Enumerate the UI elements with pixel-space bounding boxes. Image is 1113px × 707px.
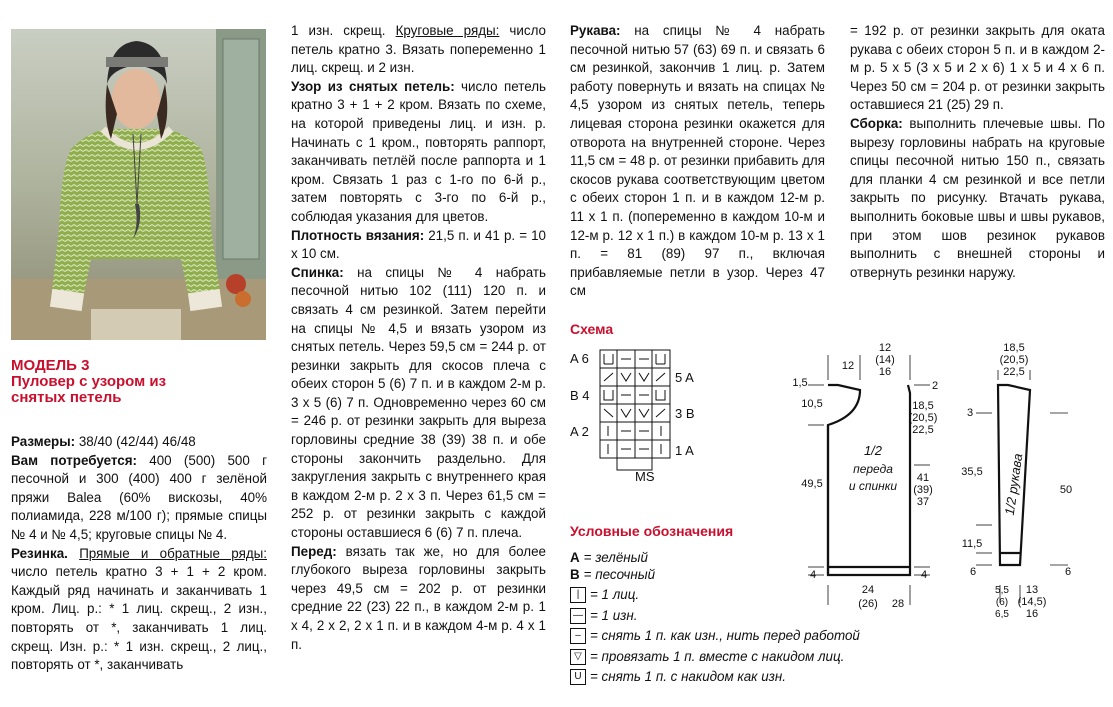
model-number: МОДЕЛЬ 3 [11,357,90,374]
svg-text:11,5: 11,5 [961,538,983,550]
slip-yo-icon: U [570,669,586,685]
knit-together-icon [621,409,631,417]
svg-text:10,5: 10,5 [801,398,823,410]
instructions-column-3 [570,22,825,301]
row-label-b4: B 4 [570,388,590,403]
instructions-column-4 [850,22,1105,282]
svg-text:4: 4 [920,569,928,581]
round-rows-label: Круговые ряды: [395,23,500,38]
legend-knit: | = 1 лиц. [570,585,890,606]
svg-text:12: 12 [878,342,892,354]
stitch-chart [565,345,725,485]
svg-text:6: 6 [1064,566,1072,578]
materials-label: Вам потребуется: [11,452,137,468]
svg-text:18,5: 18,5 [1003,342,1025,354]
model-photo [11,29,266,340]
model-heading [11,358,271,406]
round-rows-value: число петель кратно 3. Вязать попеременно 1 лиц. скрещ. и 2 изн. [291,23,546,76]
rib-value: число петель кратно 3 + 1 + 2 кром. Каждый ряд начинать и заканчивать 1 кром. Лиц. р.: * 1 лиц. скрещ., 2 изн., повторять от *, заканчивать 1 лиц. скрещ. Изн. р.: * 1 изн. скрещ., 2 лиц., повторять от *, заканчивать [11,564,267,673]
svg-text:(20,5): (20,5) [908,412,938,424]
scheme-title: Схема [570,321,614,337]
body-half-label: 1/2 [863,443,883,458]
gauge-label: Плотность вязания: [291,227,425,243]
svg-text:(14): (14) [875,354,895,366]
svg-text:6,5: 6,5 [995,609,1009,620]
legend-slip-yo: U = снять 1 п. с накидом как изн. [570,667,890,688]
rib-rows-label: Прямые и обратные ряды: [79,545,267,561]
svg-text:(26): (26) [858,598,878,610]
svg-text:2: 2 [931,380,939,392]
svg-text:49,5: 49,5 [801,478,823,490]
sleeve-half-label: 1/2 рукава [1001,452,1026,517]
gauge-value: 21,5 п. и 41 р. = 10 х 10 см. [291,227,546,262]
back-label: Спинка: [291,264,344,280]
ms-label: MS [635,469,655,484]
body-top-center: 12 [841,360,855,372]
svg-text:37: 37 [916,496,930,508]
row-label-a2: A 2 [570,424,589,439]
svg-text:22,5: 22,5 [912,424,934,436]
assembly-value: выполнить плечевые швы. По вырезу горловины набрать на круговые спицы песочной нитью 150 п., связать для планки 4 см резинкой и все петли закрыть по рисунку. Втачать рукава, выполнить боковые швы и швы рукавов, при этом шов резинок рукавов выполнить с внешней стороны и отвернуть резинки наружу. [850,115,1105,280]
sizes-label: Размеры: [11,434,76,449]
legend-title: Условные обозначения [570,523,734,539]
svg-text:16: 16 [1025,608,1039,620]
knit-icon: | [570,587,586,603]
pattern-schematic [780,335,1110,625]
slip-yo-icon [604,390,613,400]
chart-grid [600,350,670,470]
row-label-1a: 1 A [675,443,694,458]
instructions-column-2 [291,22,546,654]
svg-text:5,5: 5,5 [995,585,1009,596]
purl-icon: — [570,608,586,624]
svg-text:50: 50 [1059,484,1073,496]
knit-together-icon [639,409,649,417]
slip-yo-icon [604,354,613,364]
svg-text:35,5: 35,5 [961,466,983,478]
back-value: на спицы № 4 набрать песочной нитью 102 (111) 120 п. и связать 4 см резинкой. Затем перейти на спицы № 4,5 и вязать узором из снятых петель. Через 59,5 см = 244 р. от резинки закрыть для скосов плеча с обеих сторон 5 (6) 7 п. и в каждом 2-м р. 3 х 5 (6) 7 п. Одновременно через 60 см = 246 р. от резинки закрыть для выреза горловины средние 38 (39) 38 п. и обе стороны закончить раздельно. Для закругления закрыть с внутреннего края в каждом 2-м р. 2 х 3 п. Через 61,5 см = 252 р. от резинки закрыть с каждой стороны оставшиеся 6 (6) 7 п. плеча. [291,264,546,541]
sleeves-continued: = 192 р. от резинки закрыть для оката рукава с обеих сторон 5 п. и в каждом 2-м р. 5 х 5 (3 х 5 и 2 х 6) 1 х 5 и 4 х 6 п. Через 50 см = 204 р. от резинки закрыть оставшиеся 21 (25) 29 п. [850,23,1105,113]
svg-text:переда: переда [853,462,893,476]
rib-continued: 1 изн. скрещ. [291,23,396,38]
svg-text:28: 28 [891,598,905,610]
model-title: Пуловер с узором из снятых петель [11,373,167,406]
slip-icon: – [570,628,586,644]
slip-pattern-label: Узор из снятых петель: [291,78,455,94]
assembly-label: Сборка: [850,115,903,131]
row-label-a6: A 6 [570,351,589,366]
legend-color-b: В = песочный [570,566,656,582]
slip-yo-icon [656,390,665,400]
knit-together-icon [621,373,631,381]
svg-text:4: 4 [809,569,817,581]
svg-text:16: 16 [878,366,892,378]
row-label-3b: 3 B [675,406,695,421]
legend-knit-together: ▽ = провязать 1 п. вместе с накидом лиц. [570,647,890,668]
sleeves-label: Рукава: [570,23,621,38]
svg-text:и спинки: и спинки [848,479,898,493]
knit-together-icon [656,373,665,381]
knit-together-icon [604,409,613,417]
sizes-value: 38/40 (42/44) 46/48 [75,434,196,449]
legend-slip: – = снять 1 п. как изн., нить перед работой [570,626,890,647]
slip-pattern-value: число петель кратно 3 + 1 + 2 кром. Вязать по схеме, на которой приведены лиц. и изн. р. Начинать с 1 кром., повторять раппорт, заканчивать петлёй после раппорта и 1 кром. Связать 1 раз с 1-го по 6-й р., затем повторять с 3-го по 6-й р., соблюдая указания для цветов. [291,78,546,224]
svg-text:3: 3 [966,407,974,419]
left-text-column [11,433,267,675]
materials-value: 400 (500) 500 г песочной и 300 (400) 400 г зелёной пряжи Balea (60% вискозы, 40% полиамида, 228 м/100 г); прямые спицы № 4 и № 4,5; круговые спицы № 4. [11,452,267,542]
svg-text:1,5: 1,5 [792,377,808,389]
front-label: Перед: [291,543,337,559]
knit-together-icon [656,409,665,417]
sleeves-value: на спицы № 4 набрать песочной нитью 57 (63) 69 п. и связать 6 см резинкой, закончив 1 лиц. р. Затем работу повернуть и вязать на спицах № 4,5 узором из снятых петель, теперь лицевая сторона резинки окажется для отворота на внутренней стороне. Через 11,5 см = 48 р. от резинки прибавить для скосов рукава соответствующим цветом с обеих сторон 1 п. и в каждом 12-м р. 11 х 1 п. (попеременно в каждом 10-м и 12-м р. 12 х 1 п.) в каждом 10-м р. 13 х 1 п. = 81 (89) 97 п., включая прибавляемые петли в узор. Через 47 см [570,23,825,299]
row-label-5a: 5 A [675,370,694,385]
front-value: вязать так же, но для более глубокого выреза горловины закрыть через 49,5 см = 202 р. от резинки средние 22 (23) 22 п., в каждом 2-м р. 1 х 4, 2 х 2, 2 х 1 п. и в каждом 4-м р. 4 х 1 п. [291,543,546,652]
legend-color-a: А = зелёный [570,550,648,565]
slip-yo-icon [656,354,665,364]
svg-text:18,5: 18,5 [912,400,934,412]
knit-together-icon [604,373,613,381]
svg-text:24: 24 [861,584,875,596]
svg-text:22,5: 22,5 [1003,366,1025,378]
svg-text:(39): (39) [913,484,933,496]
svg-text:6: 6 [969,566,977,578]
knit-together-icon: ▽ [570,649,586,665]
svg-text:(20,5): (20,5) [999,354,1029,366]
rib-label: Резинка. [11,545,68,561]
svg-text:13: 13 [1025,584,1039,596]
svg-text:41: 41 [916,472,930,484]
legend-purl: — = 1 изн. [570,606,890,627]
svg-text:(6): (6) [995,597,1009,608]
svg-text:(14,5): (14,5) [1017,596,1047,608]
knit-together-icon [639,373,649,381]
